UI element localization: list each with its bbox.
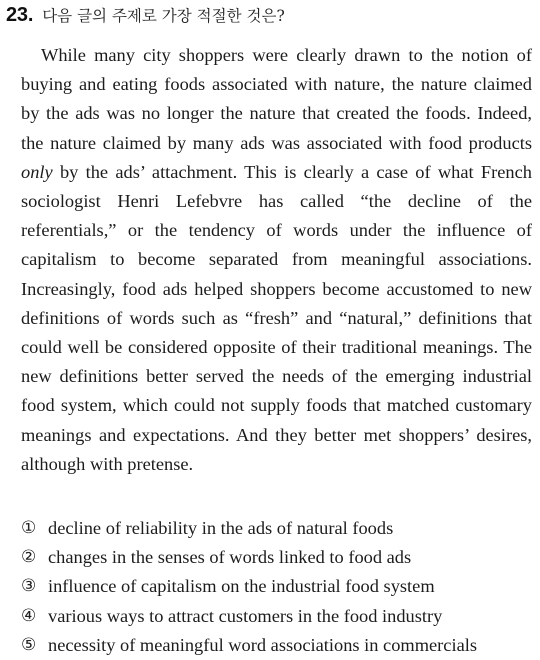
option-1[interactable] — [21, 514, 536, 543]
passage-text-before: While many city shoppers were clearly drawn to the notion of buying and eating foods associated with nature, the nature claimed by the ads was no longer the nature that created the foods. Indeed, the nature claimed by many ads was associated with food products — [21, 45, 532, 153]
option-text: necessity of meaningful word associations in commercials — [48, 634, 478, 655]
option-3[interactable] — [21, 572, 536, 601]
option-marker: ④ — [21, 605, 37, 626]
option-text: influence of capitalism on the industrial food system — [48, 576, 435, 597]
reading-passage — [21, 41, 532, 479]
option-4[interactable] — [21, 602, 536, 631]
question-number: 23. — [6, 4, 34, 26]
passage-text-after: by the ads’ attachment. This is clearly a case of what French sociologist Henri Lefebvre has called “the decline of the referentials,” or the tendency of words under the influence of capitalism to become separated from meaningful associations. Increasingly, food ads helped shoppers become accustomed to new definitions of words such as “fresh” and “natural,” definitions that could well be considered opposite of their traditional meanings. The new definitions better served the needs of the emerging industrial food system, which could not supply foods that matched customary meanings and expectations. And they better met shoppers’ desires, although with pretense. — [21, 161, 532, 474]
question-prompt: 다음 글의 주제로 가장 적절한 것은? — [42, 7, 285, 25]
option-marker: ② — [21, 547, 37, 568]
option-text: decline of reliability in the ads of natural foods — [48, 518, 394, 538]
question-header — [6, 4, 285, 30]
answer-options — [21, 514, 536, 660]
option-2[interactable] — [21, 543, 536, 572]
option-marker: ③ — [21, 576, 37, 597]
passage-emphasis: only — [21, 161, 53, 182]
option-marker: ⑤ — [21, 634, 37, 655]
option-text: changes in the senses of words linked to food ads — [48, 547, 412, 568]
option-marker: ① — [21, 518, 37, 538]
option-text: various ways to attract customers in the food industry — [48, 605, 443, 626]
